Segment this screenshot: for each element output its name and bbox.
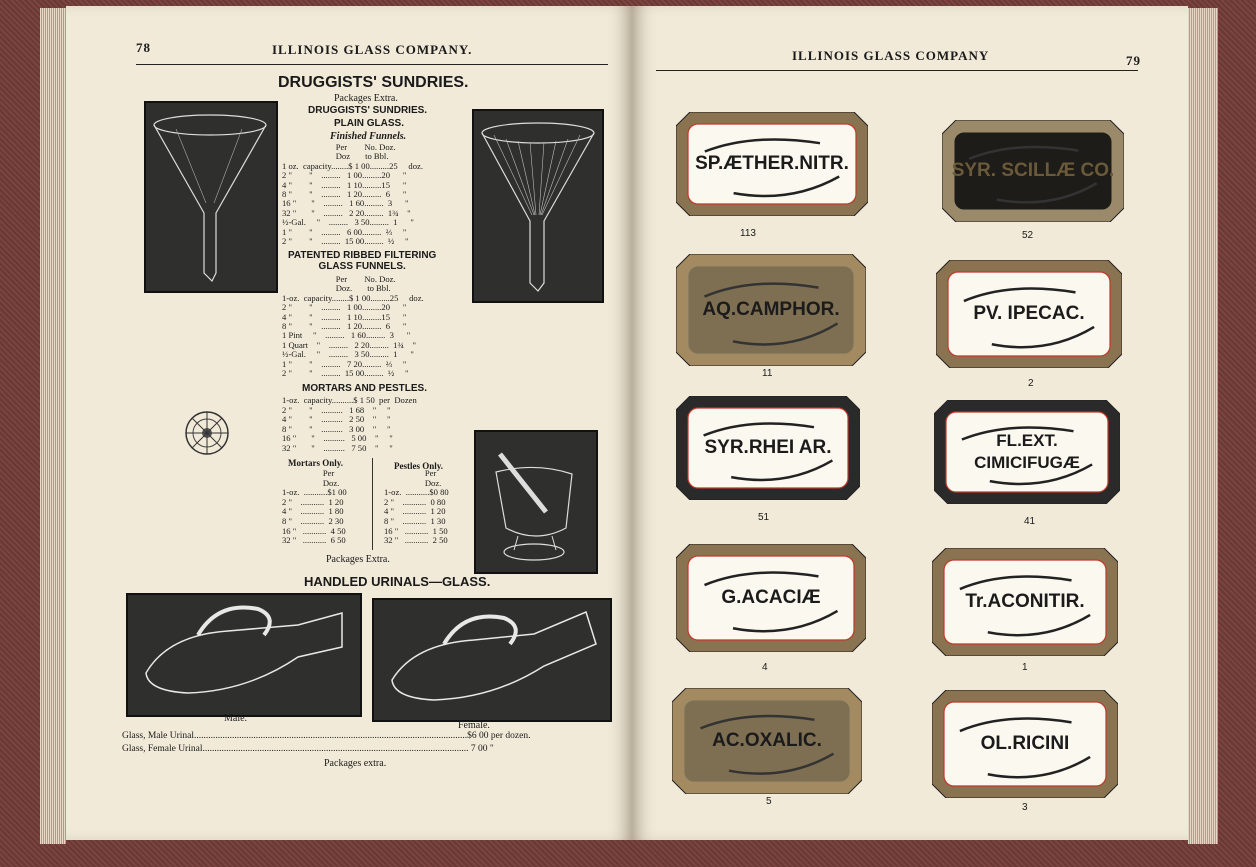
main-title: DRUGGISTS' SUNDRIES. bbox=[278, 74, 469, 91]
rosette-icon bbox=[184, 410, 230, 456]
female-urinal-illustration bbox=[372, 598, 612, 722]
label-number: 51 bbox=[758, 512, 770, 523]
label-text: OL.RICINI bbox=[980, 733, 1070, 754]
funnel-ribbed-illustration bbox=[472, 109, 604, 303]
label-text: PV. IPECAC. bbox=[973, 303, 1085, 324]
label-6 bbox=[934, 400, 1120, 504]
pestles-only-heading: Pestles Only. bbox=[394, 461, 443, 471]
price-male-urinal: Glass, Male Urinal...................................................................................................................$6 00 per dozen. bbox=[122, 731, 531, 741]
label-number: 2 bbox=[1028, 378, 1034, 389]
label-1 bbox=[676, 112, 868, 216]
label-number: 5 bbox=[766, 796, 772, 807]
running-head-left: ILLINOIS GLASS COMPANY. bbox=[272, 42, 473, 57]
label-number: 113 bbox=[740, 228, 756, 239]
subtitle: DRUGGISTS' SUNDRIES. bbox=[308, 105, 428, 116]
label-text: Tr.ACONITIR. bbox=[965, 591, 1085, 612]
left-page bbox=[66, 6, 632, 840]
funnels-price-table: Per No. Doz. Doz to Bbl. 1 oz. capacity........$ 1 00.........25 doz. 2 " " ......... 1 00.........20 " 4 " " ......... 1 10.........15 " 8 " " ......... 1 20......... 6 " 16 " " ......... 1 60......... 3 " 32 " " ......... 2 20......... 1¾ " ½-Gal. " ......... 3 50......... 1 " 1 " " ......... 6 00......... ⅔ " 2 " " ......... 15 00......... ½ " bbox=[282, 142, 423, 247]
ribbed-funnels-price-table: Per No. Doz. Doz. to Bbl. 1-oz. capacity........$ 1 00.........25 doz. 2 " " ......... 1 00.........20 " 4 " " ......... 1 10.........15 " 8 " " ......... 1 20......... 6 " 1 Pint " ......... 1 60......... 3 " 1 Quart " ......... 2 20......... 1¾ " ½-Gal. " ......... 3 50......... 1 " 1 " " ......... 7 20......... ⅔ " 2 " " ......... 15 00......... ½ " bbox=[282, 274, 424, 379]
mortars-only-heading: Mortars Only. bbox=[288, 458, 343, 468]
label-8 bbox=[932, 548, 1118, 656]
label-text: G.ACACIÆ bbox=[721, 587, 821, 608]
label-number: 4 bbox=[762, 662, 768, 673]
label-number: 1 bbox=[1022, 662, 1028, 673]
column-divider bbox=[372, 458, 373, 550]
page-edges-left bbox=[40, 8, 66, 844]
finished-funnels-heading: Finished Funnels. bbox=[330, 131, 407, 142]
female-caption: Female. bbox=[458, 720, 490, 731]
female-urinal-icon bbox=[374, 600, 610, 720]
label-text: AC.OXALIC. bbox=[712, 730, 822, 751]
price-female-urinal: Glass, Female Urinal................................................................................................................ 7 00 " bbox=[122, 744, 494, 754]
label-number: 3 bbox=[1022, 802, 1028, 813]
packages-extra-note: Packages Extra. bbox=[334, 93, 398, 104]
page-number-right: 79 bbox=[1126, 53, 1141, 68]
header-rule-left bbox=[136, 64, 608, 65]
ribbed-funnels-heading: PATENTED RIBBED FILTERING GLASS FUNNELS. bbox=[288, 250, 437, 272]
page-number-left: 78 bbox=[136, 40, 151, 55]
male-urinal-illustration bbox=[126, 593, 362, 717]
plain-glass-heading: PLAIN GLASS. bbox=[334, 118, 405, 129]
mortars-price-table: 1-oz. capacity..........$ 1 50 per Dozen 2 " " .......... 1 68 " " 4 " " .......... 2 50 " " 8 " " .......... 3 00 " " 16 " " .......... 5 00 " " 32 " " .......... 7 50 " " bbox=[282, 395, 417, 453]
male-urinal-icon bbox=[128, 595, 360, 715]
rosette-ornament bbox=[184, 410, 230, 456]
label-text: SP.ÆTHER.NITR. bbox=[695, 153, 849, 174]
label-number: 52 bbox=[1022, 230, 1034, 241]
label-text: FL.EXT. CIMICIFUGÆ bbox=[974, 431, 1080, 472]
mortar-pestle-illustration bbox=[474, 430, 598, 574]
right-page bbox=[632, 6, 1188, 840]
mortars-only-table: Per Doz. 1-oz. ...........$1 00 2 " ........... 1 20 4 " ........... 1 80 8 " ........... 2 30 16 " ........... 4 50 32 " ........... 6 50 bbox=[282, 468, 347, 546]
mortar-icon bbox=[476, 432, 596, 572]
mortars-heading: MORTARS AND PESTLES. bbox=[302, 383, 428, 394]
packages-extra-note-2: Packages Extra. bbox=[326, 554, 390, 565]
label-2 bbox=[942, 120, 1124, 222]
pestles-only-table: Per Doz. 1-oz. ...........$0 80 2 " ........... 0 80 4 " ........... 1 20 8 " ........... 1 30 16 " ........... 1 50 32 " ........... 2 50 bbox=[384, 468, 449, 546]
label-7 bbox=[676, 544, 866, 652]
label-9 bbox=[672, 688, 862, 794]
header-rule-right bbox=[656, 70, 1138, 71]
label-10 bbox=[932, 690, 1118, 798]
packages-extra-note-3: Packages extra. bbox=[324, 758, 387, 769]
label-5 bbox=[676, 396, 860, 500]
label-4 bbox=[936, 260, 1122, 368]
label-text: SYR.RHEI AR. bbox=[704, 437, 832, 458]
running-head-right: ILLINOIS GLASS COMPANY bbox=[792, 48, 990, 63]
page-edges-right bbox=[1188, 8, 1218, 844]
label-3 bbox=[676, 254, 866, 366]
funnel-plain-illustration bbox=[144, 101, 278, 293]
label-text: AQ.CAMPHOR. bbox=[702, 299, 840, 320]
male-caption: Male. bbox=[224, 713, 248, 724]
label-number: 41 bbox=[1024, 516, 1036, 527]
label-text: SYR. SCILLÆ CO. bbox=[951, 160, 1115, 181]
ribbed-funnel-icon bbox=[474, 111, 602, 301]
urinals-heading: HANDLED URINALS—GLASS. bbox=[304, 574, 491, 589]
funnel-icon bbox=[146, 103, 276, 291]
label-number: 11 bbox=[762, 368, 773, 379]
